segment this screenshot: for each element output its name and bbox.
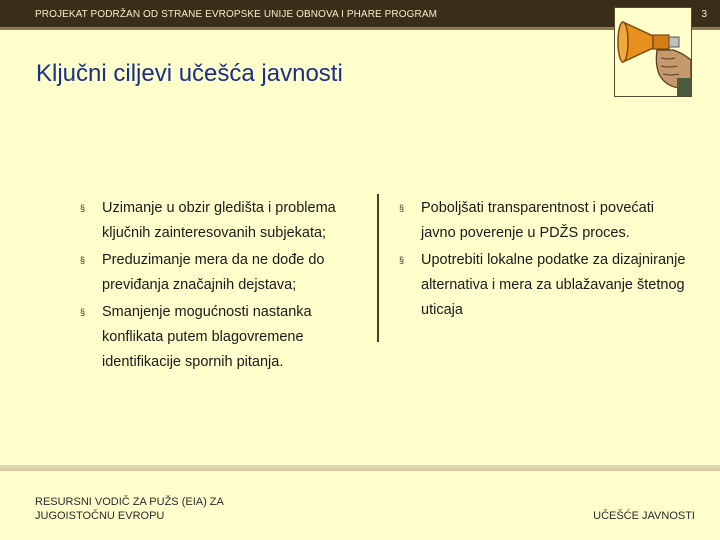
- footer-left-line1: RESURSNI VODIČ ZA PUŽS (EIA) ZA: [35, 496, 224, 508]
- footer-right: UČEŠĆE JAVNOSTI: [593, 510, 695, 522]
- bullet-text: Preduzimanje mera da ne dođe do previđanja značajnih dejstava;: [102, 252, 325, 293]
- list-item: [397, 196, 687, 246]
- bullet-text: Upotrebiti lokalne podatke za dizajniranje alternativa i mera za ublažavanje štetnog uticaja: [421, 252, 686, 318]
- bullet-icon: §: [399, 255, 405, 265]
- header-divider: [0, 27, 720, 30]
- bullet-icon: §: [80, 203, 86, 213]
- bullet-text: Uzimanje u obzir gledišta i problema ključnih zainteresovanih subjekata;: [102, 200, 336, 241]
- list-item: [78, 248, 368, 298]
- page-title: Ključni ciljevi učešća javnosti: [36, 60, 343, 87]
- megaphone-icon: [615, 8, 691, 96]
- megaphone-logo: [614, 7, 692, 97]
- footer-left: [35, 495, 275, 523]
- bullet-icon: §: [80, 255, 86, 265]
- footer-bar: [0, 465, 720, 471]
- left-column: [78, 196, 368, 377]
- column-divider: [377, 194, 379, 342]
- right-column: [397, 196, 687, 325]
- list-item: [78, 300, 368, 375]
- bullet-icon: §: [399, 203, 405, 213]
- page-number: 3: [701, 9, 707, 20]
- bullet-icon: §: [80, 307, 86, 317]
- bullet-text: Smanjenje mogućnosti nastanka konflikata putem blagovremene identifikacije spornih pitanja.: [102, 304, 312, 370]
- list-item: [78, 196, 368, 246]
- header-text: PROJEKAT PODRŽAN OD STRANE EVROPSKE UNIJE OBNOVA I PHARE PROGRAM: [35, 9, 438, 20]
- footer-left-line2: JUGOISTOČNU EVROPU: [35, 510, 165, 522]
- bullet-text: Poboljšati transparentnost i povećati javno poverenje u PDŽS proces.: [421, 200, 654, 241]
- list-item: [397, 248, 687, 323]
